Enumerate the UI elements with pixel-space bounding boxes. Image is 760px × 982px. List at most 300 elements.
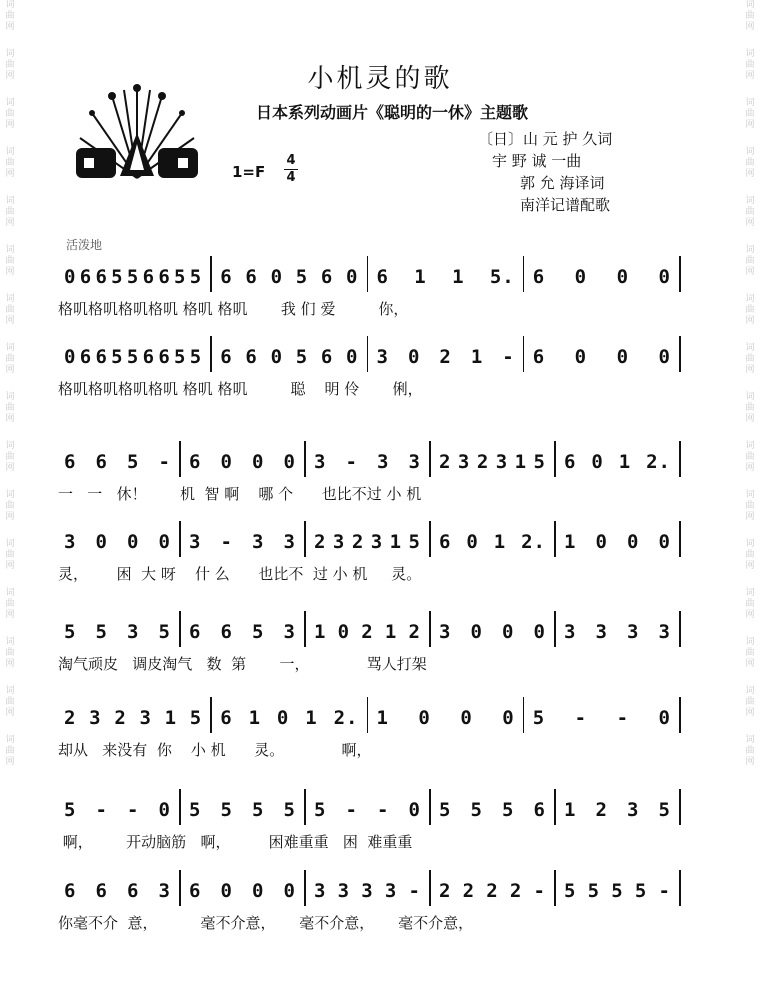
note: 0	[502, 621, 515, 643]
note: 0	[158, 799, 171, 821]
measure	[533, 703, 671, 733]
measure	[533, 342, 671, 372]
barline	[679, 336, 681, 372]
barline	[429, 789, 431, 825]
note: 5	[470, 799, 483, 821]
note: 5	[126, 346, 140, 368]
note: 5	[126, 266, 140, 288]
barline	[304, 441, 306, 477]
time-signature	[284, 154, 298, 185]
barline	[554, 611, 556, 647]
watermark-text: 词 曲 网	[745, 147, 755, 179]
note: 5	[127, 451, 140, 473]
barline	[679, 697, 681, 733]
measure	[64, 795, 171, 825]
note: 3	[384, 880, 398, 902]
note: 6	[220, 707, 233, 729]
note: -	[377, 799, 390, 821]
note: 1	[314, 621, 327, 643]
measure	[189, 876, 296, 906]
note: 3	[283, 621, 296, 643]
note: 5	[64, 799, 77, 821]
note: 6	[320, 346, 334, 368]
note: 5	[295, 346, 309, 368]
note: 1	[389, 531, 403, 553]
note: 3	[495, 451, 509, 473]
measure	[314, 795, 421, 825]
watermark-text: 词 曲 网	[5, 147, 15, 179]
note: 5	[189, 346, 203, 368]
note: 2	[64, 707, 77, 729]
note: 3	[408, 451, 421, 473]
note: 5	[189, 707, 203, 729]
watermark-text: 词 曲 网	[745, 392, 755, 424]
watermark-text: 词 曲 网	[5, 0, 15, 32]
note: 6	[158, 266, 171, 288]
watermark-left	[0, 0, 20, 982]
barline	[554, 441, 556, 477]
note: 0	[591, 451, 604, 473]
note: -	[616, 707, 630, 729]
note: 6	[220, 266, 233, 288]
measure	[189, 795, 296, 825]
note: 1	[564, 799, 577, 821]
note: 0	[252, 451, 265, 473]
note: 0	[616, 346, 630, 368]
barline	[429, 441, 431, 477]
note: 6	[439, 531, 452, 553]
lyric-line: 一 一 休！ 机 智 啊 哪 个 也比不过 小 机	[58, 485, 422, 503]
barline	[679, 256, 681, 292]
measure	[564, 795, 671, 825]
note: 1	[493, 531, 507, 553]
measure	[439, 795, 546, 825]
note: 1	[470, 346, 484, 368]
credits	[478, 128, 612, 216]
note: 6	[532, 266, 546, 288]
note: 2	[439, 451, 452, 473]
barline	[179, 521, 181, 557]
note: 2	[462, 880, 476, 902]
note: 5	[189, 799, 202, 821]
note: 5.	[489, 266, 515, 288]
measure	[64, 876, 171, 906]
watermark-text: 词 曲 网	[5, 98, 15, 130]
watermark-text: 词 曲 网	[745, 490, 755, 522]
barline	[367, 697, 369, 733]
note: 0	[407, 346, 421, 368]
note: 2	[486, 880, 499, 902]
note: 0	[502, 707, 515, 729]
measure	[564, 617, 671, 647]
barline	[179, 789, 181, 825]
measure	[64, 342, 202, 372]
lyric-line: 你毫不介 意， 毫不介意， 毫不介意， 毫不介意，	[58, 914, 474, 932]
note: 5	[502, 799, 515, 821]
barline	[429, 521, 431, 557]
note: 0	[276, 707, 290, 729]
measure	[439, 876, 546, 906]
score-system	[58, 527, 698, 617]
note: 5	[295, 266, 309, 288]
watermark-text: 词 曲 网	[745, 441, 755, 473]
note: 6	[533, 799, 546, 821]
watermark-text: 词 曲 网	[5, 245, 15, 277]
note: 3	[457, 451, 471, 473]
watermark-text: 词 曲 网	[5, 637, 15, 669]
note: -	[220, 531, 233, 553]
note: 5	[174, 346, 187, 368]
note: 2	[439, 880, 452, 902]
note: 0	[658, 346, 671, 368]
note: 5	[252, 621, 265, 643]
note: 3	[627, 799, 640, 821]
note: 5	[252, 799, 265, 821]
meter-top: 4	[286, 153, 296, 168]
barline	[429, 870, 431, 906]
note: 1	[305, 707, 318, 729]
watermark-text: 词 曲 网	[745, 98, 755, 130]
note: -	[345, 799, 358, 821]
note: 5	[189, 266, 203, 288]
barline	[523, 336, 525, 372]
note: 6	[189, 880, 202, 902]
watermark-text: 词 曲 网	[745, 0, 755, 32]
credit-line: 〔日〕山 元 护 久词	[478, 130, 613, 148]
measure	[564, 527, 671, 557]
note: 1	[618, 451, 632, 473]
barline	[304, 789, 306, 825]
barline	[304, 611, 306, 647]
note: 5	[611, 880, 624, 902]
note: 6	[95, 266, 108, 288]
measure	[64, 703, 202, 733]
note: 5	[587, 880, 601, 902]
measure	[439, 447, 546, 477]
measure	[189, 447, 296, 477]
note: 0	[220, 451, 233, 473]
note: 3	[158, 880, 171, 902]
lyric-line: 灵， 困 大 呀 什 么 也比不 过 小 机 灵。	[58, 565, 422, 583]
note: 5	[111, 346, 124, 368]
measure	[377, 342, 515, 372]
note: 6	[64, 880, 77, 902]
note: 6	[532, 346, 546, 368]
note: 0	[346, 346, 359, 368]
note: -	[502, 346, 515, 368]
measure	[220, 703, 358, 733]
note: 0	[418, 707, 431, 729]
note: 2.	[646, 451, 671, 473]
measure	[189, 527, 296, 557]
note: 6	[79, 346, 93, 368]
measure	[64, 527, 171, 557]
measure	[377, 703, 515, 733]
watermark-text: 词 曲 网	[745, 294, 755, 326]
watermark-text: 词 曲 网	[745, 588, 755, 620]
note: 0	[460, 707, 473, 729]
watermark-text: 词 曲 网	[5, 441, 15, 473]
measure	[314, 876, 421, 906]
note: 3	[595, 621, 608, 643]
note: 5	[111, 266, 124, 288]
note: 3	[89, 707, 102, 729]
note: -	[95, 799, 108, 821]
note: 5	[439, 799, 452, 821]
barline	[554, 521, 556, 557]
note: 5	[95, 621, 108, 643]
barline	[523, 697, 525, 733]
measure	[564, 876, 671, 906]
score-system	[58, 342, 698, 432]
measure	[220, 262, 358, 292]
note: 2	[439, 346, 452, 368]
barline	[367, 256, 369, 292]
credit-line: 南洋记谱配歌	[520, 196, 611, 214]
note: 5	[174, 266, 187, 288]
note: 3	[337, 880, 351, 902]
watermark-text: 词 曲 网	[5, 49, 15, 81]
note: 6	[189, 451, 202, 473]
tempo-marking: 活泼地	[66, 238, 103, 252]
note: 3	[376, 346, 389, 368]
note: 0	[595, 531, 608, 553]
lyric-line: 却从 来没有 你 小 机 灵。 啊，	[58, 741, 372, 759]
note: 2	[595, 799, 608, 821]
score-system	[58, 447, 698, 537]
note: 0	[270, 346, 284, 368]
barline	[179, 870, 181, 906]
note: 2	[408, 621, 421, 643]
song-subtitle: 日本系列动画片《聪明的一休》主题歌	[256, 103, 529, 122]
note: 6	[95, 346, 108, 368]
watermark-text: 词 曲 网	[5, 539, 15, 571]
note: 6	[142, 266, 156, 288]
note: 5	[158, 621, 171, 643]
note: 0	[95, 531, 108, 553]
measure	[564, 447, 671, 477]
note: 0	[270, 266, 284, 288]
watermark-text: 词 曲 网	[5, 735, 15, 767]
score-system	[58, 795, 698, 885]
watermark-text: 词 曲 网	[5, 490, 15, 522]
barline	[554, 789, 556, 825]
note: 2.	[521, 531, 546, 553]
note: 2	[351, 531, 365, 553]
score-system	[58, 617, 698, 707]
barline	[304, 521, 306, 557]
barline	[210, 336, 212, 372]
note: -	[127, 799, 140, 821]
note: 3	[139, 707, 152, 729]
score-system	[58, 703, 698, 793]
note: 5	[408, 531, 421, 553]
lyric-line: 啊， 开动脑筋 啊， 困难重重 困 难重重	[58, 833, 413, 851]
credit-line: 宇 野 诚 一曲	[492, 152, 582, 170]
note: 5	[564, 880, 577, 902]
watermark-text: 词 曲 网	[745, 637, 755, 669]
note: 1	[514, 451, 528, 473]
note: 2	[476, 451, 490, 473]
note: 0	[470, 621, 483, 643]
measure	[314, 617, 421, 647]
watermark-text: 词 曲 网	[745, 686, 755, 718]
note: 6	[158, 346, 171, 368]
barline	[679, 789, 681, 825]
note: 1	[384, 621, 398, 643]
lyric-line: 格叽格叽格叽格叽 格叽 格叽 聪 明 伶 俐，	[58, 380, 423, 398]
watermark-text: 词 曲 网	[745, 539, 755, 571]
note: 0	[658, 707, 671, 729]
measure	[439, 527, 546, 557]
note: 3	[64, 531, 77, 553]
note: 3	[627, 621, 640, 643]
note: 6	[564, 451, 577, 473]
note: 5	[283, 799, 296, 821]
meter-bottom: 4	[286, 170, 296, 185]
note: 2	[114, 707, 127, 729]
note: 1	[452, 266, 465, 288]
watermark-text: 词 曲 网	[5, 294, 15, 326]
note: 0	[346, 266, 359, 288]
note: 1	[376, 707, 389, 729]
note: 6	[95, 451, 108, 473]
barline	[679, 521, 681, 557]
barline	[367, 336, 369, 372]
measure	[220, 342, 358, 372]
note: 2	[361, 621, 374, 643]
note: 0	[658, 531, 671, 553]
measure	[377, 262, 515, 292]
barline	[179, 441, 181, 477]
note: 2.	[333, 707, 359, 729]
note: -	[158, 451, 171, 473]
barline	[679, 870, 681, 906]
note: -	[408, 880, 421, 902]
note: -	[658, 880, 671, 902]
note: 0	[616, 266, 630, 288]
note: 3	[127, 621, 140, 643]
watermark-text: 词 曲 网	[5, 392, 15, 424]
watermark-text: 词 曲 网	[5, 686, 15, 718]
score-system	[58, 262, 698, 352]
note: 0	[283, 451, 296, 473]
barline	[304, 870, 306, 906]
note: 1	[248, 707, 262, 729]
note: 5	[532, 707, 546, 729]
watermark-text: 词 曲 网	[5, 588, 15, 620]
note: 0	[220, 880, 233, 902]
note: 3	[332, 531, 346, 553]
watermark-text: 词 曲 网	[745, 343, 755, 375]
note: 6	[95, 880, 108, 902]
note: 6	[189, 621, 202, 643]
note: 1	[164, 707, 178, 729]
note: 0	[64, 266, 77, 288]
note: 3	[314, 451, 327, 473]
note: 0	[574, 346, 588, 368]
note: 1	[564, 531, 577, 553]
watermark-text: 词 曲 网	[5, 196, 15, 228]
measure	[189, 617, 296, 647]
measure	[533, 262, 671, 292]
note: 5	[314, 799, 327, 821]
note: 3	[658, 621, 671, 643]
note: 3	[564, 621, 577, 643]
measure	[314, 447, 421, 477]
note: 3	[189, 531, 202, 553]
note: 0	[574, 266, 588, 288]
note: 0	[533, 621, 546, 643]
watermark-text: 词 曲 网	[745, 196, 755, 228]
lyric-line: 淘气顽皮 调皮淘气 数 第 一， 骂人打架	[58, 655, 427, 673]
note: 6	[376, 266, 389, 288]
barline	[679, 611, 681, 647]
note: 0	[64, 346, 77, 368]
note: 6	[220, 621, 233, 643]
song-title: 小机灵的歌	[307, 64, 453, 94]
note: 6	[245, 266, 258, 288]
note: 2	[509, 880, 523, 902]
note: 3	[361, 880, 374, 902]
note: 6	[64, 451, 77, 473]
note: 5	[533, 451, 546, 473]
note: 3	[283, 531, 296, 553]
note: 5	[634, 880, 648, 902]
barline	[210, 697, 212, 733]
note: 0	[283, 880, 296, 902]
note: 6	[127, 880, 140, 902]
note: 6	[245, 346, 258, 368]
note: 6	[220, 346, 233, 368]
note: 0	[337, 621, 351, 643]
note: 3	[377, 451, 390, 473]
note: 6	[79, 266, 93, 288]
watermark-text: 词 曲 网	[745, 735, 755, 767]
barline	[210, 256, 212, 292]
barline	[523, 256, 525, 292]
watermark-text: 词 曲 网	[5, 343, 15, 375]
note: 0	[466, 531, 479, 553]
note: 0	[158, 531, 171, 553]
watermark-text: 词 曲 网	[745, 245, 755, 277]
note: 5	[64, 621, 77, 643]
measure	[64, 447, 171, 477]
note: 2	[314, 531, 327, 553]
measure	[64, 262, 202, 292]
note: 5	[220, 799, 233, 821]
note: 3	[252, 531, 265, 553]
note: -	[574, 707, 588, 729]
note: 0	[408, 799, 421, 821]
barline	[429, 611, 431, 647]
note: 3	[439, 621, 452, 643]
note: 3	[314, 880, 327, 902]
note: 6	[320, 266, 334, 288]
watermark-text: 词 曲 网	[745, 49, 755, 81]
score-system	[58, 876, 698, 966]
barline	[179, 611, 181, 647]
note: 1	[414, 266, 427, 288]
note: -	[533, 880, 546, 902]
credit-line: 郭 允 海译词	[520, 174, 605, 192]
barline	[679, 441, 681, 477]
barline	[554, 870, 556, 906]
note: 0	[127, 531, 140, 553]
measure	[314, 527, 421, 557]
lyric-line: 格叽格叽格叽格叽 格叽 格叽 我 们 爱 你，	[58, 300, 409, 318]
note: 6	[142, 346, 156, 368]
